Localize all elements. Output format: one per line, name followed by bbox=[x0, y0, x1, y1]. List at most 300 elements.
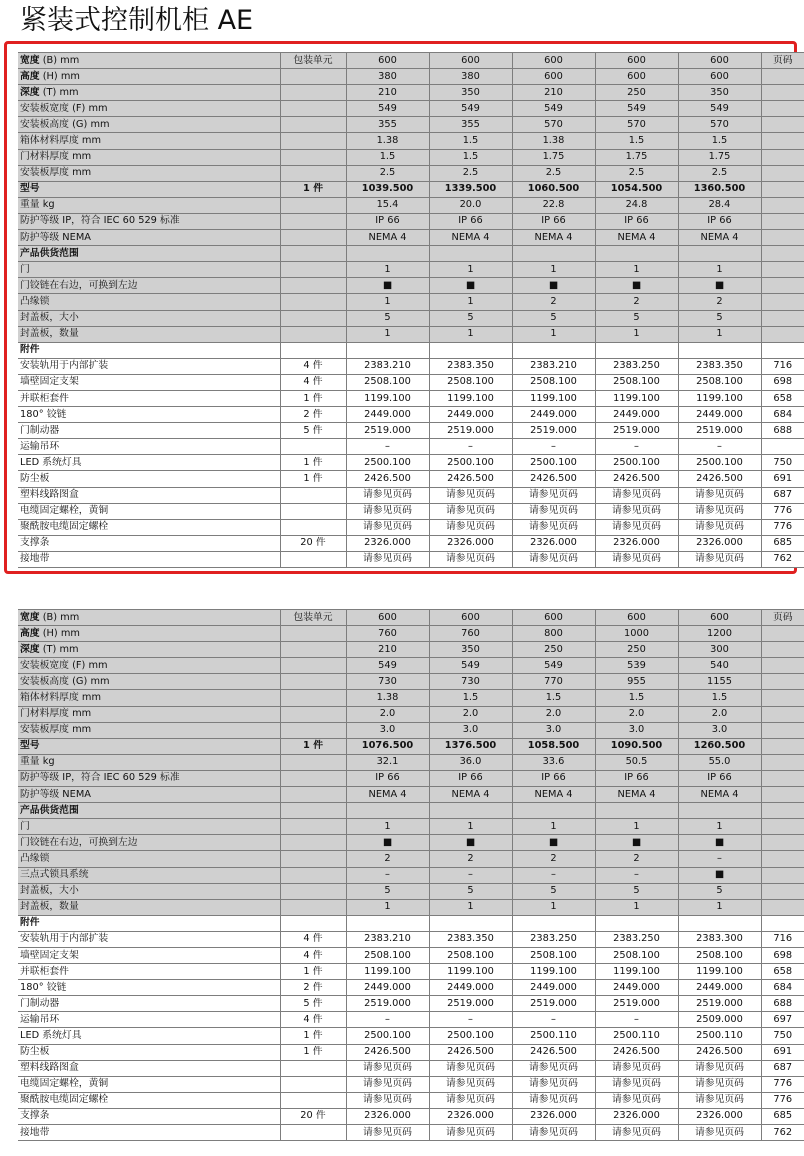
table-row bbox=[18, 610, 804, 626]
value-cell: 1199.100 bbox=[429, 964, 512, 980]
value-cell: 2508.100 bbox=[678, 374, 761, 390]
value-cell: 5 bbox=[595, 310, 678, 326]
page-ref bbox=[761, 310, 804, 326]
value-cell: ■ bbox=[678, 278, 761, 294]
table-row bbox=[18, 535, 804, 551]
table-row bbox=[18, 390, 804, 406]
value-cell: 请参见页码 bbox=[678, 1076, 761, 1092]
value-cell: 1.75 bbox=[678, 149, 761, 165]
value-cell: 1000 bbox=[595, 626, 678, 642]
row-label-text: 门铰链在右边，可换到左边 bbox=[20, 836, 138, 848]
page-ref: 页码 bbox=[761, 53, 804, 69]
row-label bbox=[18, 770, 280, 786]
value-cell: 600 bbox=[595, 53, 678, 69]
row-label-text: 安装板厚度 mm bbox=[20, 167, 92, 179]
value-cell: NEMA 4 bbox=[678, 230, 761, 246]
row-label bbox=[18, 674, 280, 690]
value-cell: 2500.100 bbox=[595, 455, 678, 471]
page-ref bbox=[761, 738, 804, 754]
value-cell: 1.5 bbox=[595, 133, 678, 149]
pack-unit bbox=[280, 342, 346, 358]
row-label bbox=[18, 658, 280, 674]
value-cell: 请参见页码 bbox=[429, 1092, 512, 1108]
row-label-bold: 深度 bbox=[20, 643, 40, 655]
value-cell: 28.4 bbox=[678, 197, 761, 213]
value-cell: 2383.250 bbox=[595, 931, 678, 947]
pack-unit bbox=[280, 787, 346, 803]
table-row bbox=[18, 358, 804, 374]
value-cell: 210 bbox=[346, 85, 429, 101]
value-cell: 请参见页码 bbox=[346, 487, 429, 503]
value-cell: 1.5 bbox=[429, 690, 512, 706]
row-label-text: LED 系统灯具 bbox=[20, 1029, 82, 1041]
value-cell: – bbox=[429, 439, 512, 455]
value-cell: 250 bbox=[595, 85, 678, 101]
value-cell: 请参见页码 bbox=[595, 519, 678, 535]
value-cell: 350 bbox=[678, 85, 761, 101]
row-label bbox=[18, 1108, 280, 1124]
value-cell: 2383.300 bbox=[678, 931, 761, 947]
page-ref: 684 bbox=[761, 407, 804, 423]
value-cell: 570 bbox=[678, 117, 761, 133]
value-cell: 1 bbox=[595, 899, 678, 915]
value-cell: ■ bbox=[429, 835, 512, 851]
value-cell: 2500.110 bbox=[595, 1028, 678, 1044]
value-cell: 730 bbox=[346, 674, 429, 690]
value-cell: 1260.500 bbox=[678, 738, 761, 754]
value-cell: 2 bbox=[678, 294, 761, 310]
value-cell: 请参见页码 bbox=[512, 503, 595, 519]
value-cell: 2 bbox=[512, 294, 595, 310]
table-row bbox=[18, 133, 804, 149]
value-cell: 2.5 bbox=[678, 165, 761, 181]
value-cell: 2383.250 bbox=[512, 931, 595, 947]
table-row bbox=[18, 294, 804, 310]
value-cell: 549 bbox=[429, 101, 512, 117]
row-label-text: 安装板宽度 (F) mm bbox=[20, 102, 108, 114]
page-ref bbox=[761, 642, 804, 658]
row-label bbox=[18, 1028, 280, 1044]
value-cell: 300 bbox=[678, 642, 761, 658]
page-ref: 762 bbox=[761, 551, 804, 567]
value-cell: 2519.000 bbox=[429, 996, 512, 1012]
row-label bbox=[18, 519, 280, 535]
table-row bbox=[18, 931, 804, 947]
page-ref bbox=[761, 181, 804, 197]
row-label bbox=[18, 551, 280, 567]
table-row bbox=[18, 1125, 804, 1141]
page-ref: 776 bbox=[761, 1076, 804, 1092]
value-cell: 请参见页码 bbox=[346, 1125, 429, 1141]
table-row bbox=[18, 722, 804, 738]
value-cell: 请参见页码 bbox=[512, 551, 595, 567]
row-label-text: 防护等级 NEMA bbox=[20, 788, 91, 800]
table-row bbox=[18, 439, 804, 455]
value-cell: 55.0 bbox=[678, 754, 761, 770]
page-ref: 688 bbox=[761, 423, 804, 439]
row-label bbox=[18, 690, 280, 706]
value-cell: 2500.100 bbox=[346, 455, 429, 471]
value-cell: 1.5 bbox=[512, 690, 595, 706]
value-cell: – bbox=[346, 1012, 429, 1028]
pack-unit: 4 件 bbox=[280, 931, 346, 947]
value-cell: NEMA 4 bbox=[678, 787, 761, 803]
row-label-text: 门制动器 bbox=[20, 997, 60, 1009]
value-cell: 1200 bbox=[678, 626, 761, 642]
table-row bbox=[18, 642, 804, 658]
value-cell: 549 bbox=[346, 658, 429, 674]
value-cell: 请参见页码 bbox=[512, 1076, 595, 1092]
value-cell: 2519.000 bbox=[429, 423, 512, 439]
page-ref: 698 bbox=[761, 947, 804, 963]
pack-unit bbox=[280, 642, 346, 658]
value-cell: 2449.000 bbox=[429, 407, 512, 423]
row-label-bold: 型号 bbox=[20, 740, 40, 752]
value-cell: 2508.100 bbox=[512, 947, 595, 963]
value-cell: 请参见页码 bbox=[429, 1076, 512, 1092]
value-cell: 1.5 bbox=[429, 149, 512, 165]
row-label bbox=[18, 53, 280, 69]
table-row bbox=[18, 69, 804, 85]
value-cell: 请参见页码 bbox=[678, 1092, 761, 1108]
row-label bbox=[18, 69, 280, 85]
value-cell: ■ bbox=[512, 835, 595, 851]
table-row bbox=[18, 1012, 804, 1028]
pack-unit: 4 件 bbox=[280, 947, 346, 963]
value-cell: 540 bbox=[678, 658, 761, 674]
value-cell: 2508.100 bbox=[678, 947, 761, 963]
page-ref bbox=[761, 658, 804, 674]
pack-unit bbox=[280, 883, 346, 899]
pack-unit: 4 件 bbox=[280, 358, 346, 374]
value-cell: 760 bbox=[429, 626, 512, 642]
value-cell: 1 bbox=[595, 262, 678, 278]
spec-table-small bbox=[18, 52, 804, 568]
value-cell: ■ bbox=[346, 278, 429, 294]
row-label-text: 封盖板，大小 bbox=[20, 885, 79, 897]
row-label bbox=[18, 1092, 280, 1108]
value-cell: 250 bbox=[595, 642, 678, 658]
row-label-text: 聚酰胺电缆固定螺栓 bbox=[20, 521, 109, 533]
value-cell: 2449.000 bbox=[595, 980, 678, 996]
value-cell: NEMA 4 bbox=[512, 787, 595, 803]
page-ref: 750 bbox=[761, 455, 804, 471]
value-cell: 2383.350 bbox=[429, 931, 512, 947]
page-ref bbox=[761, 69, 804, 85]
page-ref bbox=[761, 101, 804, 117]
value-cell: 1.38 bbox=[346, 133, 429, 149]
row-label-text: 门铰链在右边，可换到左边 bbox=[20, 279, 138, 291]
row-label bbox=[18, 754, 280, 770]
page-ref bbox=[761, 722, 804, 738]
page-ref bbox=[761, 230, 804, 246]
value-cell: 2449.000 bbox=[346, 407, 429, 423]
row-label-text: (T) mm bbox=[39, 643, 79, 655]
value-cell: 2426.500 bbox=[595, 1044, 678, 1060]
value-cell: 请参见页码 bbox=[512, 1092, 595, 1108]
value-cell: 1 bbox=[512, 262, 595, 278]
row-label bbox=[18, 197, 280, 213]
value-cell: 请参见页码 bbox=[429, 503, 512, 519]
row-label bbox=[18, 706, 280, 722]
pack-unit bbox=[280, 1125, 346, 1141]
value-cell bbox=[678, 915, 761, 931]
value-cell bbox=[512, 246, 595, 262]
value-cell: 1199.100 bbox=[678, 964, 761, 980]
row-label-text: 运输吊环 bbox=[20, 1013, 60, 1025]
value-cell: 2449.000 bbox=[429, 980, 512, 996]
value-cell: NEMA 4 bbox=[595, 230, 678, 246]
value-cell: 2326.000 bbox=[429, 535, 512, 551]
pack-unit bbox=[280, 133, 346, 149]
value-cell: NEMA 4 bbox=[595, 787, 678, 803]
value-cell: 600 bbox=[512, 610, 595, 626]
value-cell: IP 66 bbox=[346, 213, 429, 229]
value-cell bbox=[346, 803, 429, 819]
page-ref: 688 bbox=[761, 996, 804, 1012]
page-ref: 658 bbox=[761, 390, 804, 406]
value-cell: 1199.100 bbox=[595, 964, 678, 980]
row-label bbox=[18, 390, 280, 406]
value-cell: 1.5 bbox=[429, 133, 512, 149]
value-cell: 2426.500 bbox=[512, 1044, 595, 1060]
row-label-text: 防护等级 IP，符合 IEC 60 529 标准 bbox=[20, 215, 180, 227]
row-label bbox=[18, 246, 280, 262]
table-row bbox=[18, 658, 804, 674]
value-cell: 1 bbox=[429, 899, 512, 915]
pack-unit: 2 件 bbox=[280, 407, 346, 423]
value-cell: IP 66 bbox=[429, 770, 512, 786]
page-ref: 776 bbox=[761, 1092, 804, 1108]
row-label bbox=[18, 1012, 280, 1028]
value-cell: – bbox=[595, 867, 678, 883]
page-ref bbox=[761, 246, 804, 262]
value-cell: 1 bbox=[512, 899, 595, 915]
pack-unit: 1 件 bbox=[280, 1044, 346, 1060]
value-cell: 2508.100 bbox=[595, 374, 678, 390]
table-row bbox=[18, 165, 804, 181]
value-cell: 请参见页码 bbox=[595, 551, 678, 567]
pack-unit bbox=[280, 117, 346, 133]
row-label bbox=[18, 439, 280, 455]
table-row bbox=[18, 326, 804, 342]
row-label bbox=[18, 455, 280, 471]
pack-unit bbox=[280, 439, 346, 455]
table-row bbox=[18, 1028, 804, 1044]
row-label-text: LED 系统灯具 bbox=[20, 456, 82, 468]
value-cell: 355 bbox=[429, 117, 512, 133]
row-label-text: 支撑条 bbox=[20, 537, 50, 549]
value-cell: 1 bbox=[429, 326, 512, 342]
value-cell: 250 bbox=[512, 642, 595, 658]
pack-unit bbox=[280, 310, 346, 326]
value-cell: 2500.100 bbox=[429, 1028, 512, 1044]
row-label bbox=[18, 964, 280, 980]
value-cell: 2383.250 bbox=[595, 358, 678, 374]
value-cell: 1 bbox=[678, 899, 761, 915]
pack-unit bbox=[280, 674, 346, 690]
row-label bbox=[18, 165, 280, 181]
value-cell bbox=[346, 246, 429, 262]
table-row bbox=[18, 455, 804, 471]
pack-unit: 1 件 bbox=[280, 390, 346, 406]
table-row bbox=[18, 246, 804, 262]
row-label bbox=[18, 262, 280, 278]
value-cell: 2326.000 bbox=[678, 535, 761, 551]
value-cell: ■ bbox=[346, 835, 429, 851]
pack-unit: 1 件 bbox=[280, 964, 346, 980]
value-cell: 1155 bbox=[678, 674, 761, 690]
value-cell: 请参见页码 bbox=[595, 1076, 678, 1092]
value-cell: 请参见页码 bbox=[595, 503, 678, 519]
value-cell: 1.5 bbox=[678, 690, 761, 706]
value-cell: 549 bbox=[595, 101, 678, 117]
row-label-text: 安装轨用于内部扩装 bbox=[20, 360, 109, 372]
page-ref bbox=[761, 85, 804, 101]
value-cell: 36.0 bbox=[429, 754, 512, 770]
pack-unit: 4 件 bbox=[280, 1012, 346, 1028]
value-cell: 600 bbox=[678, 69, 761, 85]
row-label-text: 封盖板，数量 bbox=[20, 328, 79, 340]
value-cell: 570 bbox=[595, 117, 678, 133]
page-ref: 698 bbox=[761, 374, 804, 390]
value-cell: 请参见页码 bbox=[678, 519, 761, 535]
pack-unit bbox=[280, 69, 346, 85]
value-cell: ■ bbox=[595, 835, 678, 851]
value-cell: 2519.000 bbox=[678, 423, 761, 439]
row-label bbox=[18, 787, 280, 803]
table-row bbox=[18, 996, 804, 1012]
value-cell bbox=[346, 915, 429, 931]
page-ref: 750 bbox=[761, 1028, 804, 1044]
value-cell: 33.6 bbox=[512, 754, 595, 770]
value-cell: 600 bbox=[512, 69, 595, 85]
value-cell: 2326.000 bbox=[512, 1108, 595, 1124]
value-cell bbox=[678, 803, 761, 819]
pack-unit: 1 件 bbox=[280, 471, 346, 487]
page-ref bbox=[761, 213, 804, 229]
table-row bbox=[18, 883, 804, 899]
value-cell: 350 bbox=[429, 85, 512, 101]
value-cell: 1 bbox=[595, 819, 678, 835]
value-cell: 1 bbox=[346, 294, 429, 310]
value-cell: 2426.500 bbox=[429, 1044, 512, 1060]
value-cell: 600 bbox=[346, 610, 429, 626]
row-label bbox=[18, 867, 280, 883]
value-cell: 2426.500 bbox=[595, 471, 678, 487]
row-label-text: 墙壁固定支架 bbox=[20, 949, 79, 961]
value-cell: 1199.100 bbox=[512, 390, 595, 406]
value-cell: 380 bbox=[429, 69, 512, 85]
table-row bbox=[18, 754, 804, 770]
value-cell: 600 bbox=[678, 610, 761, 626]
page-ref bbox=[761, 278, 804, 294]
value-cell: – bbox=[346, 439, 429, 455]
page-ref: 762 bbox=[761, 1125, 804, 1141]
value-cell: 1.75 bbox=[595, 149, 678, 165]
value-cell: 2449.000 bbox=[512, 407, 595, 423]
row-label-text: (B) mm bbox=[39, 54, 80, 66]
page-ref bbox=[761, 674, 804, 690]
value-cell: 2.0 bbox=[346, 706, 429, 722]
pack-unit: 4 件 bbox=[280, 374, 346, 390]
value-cell: 1339.500 bbox=[429, 181, 512, 197]
row-label-text: (H) mm bbox=[39, 70, 80, 82]
value-cell: 2.0 bbox=[595, 706, 678, 722]
value-cell: 210 bbox=[346, 642, 429, 658]
value-cell: 2.5 bbox=[429, 165, 512, 181]
row-label-text: 防护等级 IP，符合 IEC 60 529 标准 bbox=[20, 772, 180, 784]
pack-unit bbox=[280, 1092, 346, 1108]
value-cell: 1 bbox=[512, 326, 595, 342]
row-label bbox=[18, 310, 280, 326]
value-cell: 2519.000 bbox=[346, 423, 429, 439]
value-cell: 1.75 bbox=[512, 149, 595, 165]
value-cell: 2383.350 bbox=[678, 358, 761, 374]
row-label-text: 箱体材料厚度 mm bbox=[20, 692, 101, 704]
value-cell: 2326.000 bbox=[678, 1108, 761, 1124]
value-cell: 2449.000 bbox=[595, 407, 678, 423]
value-cell: 请参见页码 bbox=[429, 551, 512, 567]
pack-unit bbox=[280, 278, 346, 294]
table-row bbox=[18, 503, 804, 519]
value-cell: 2326.000 bbox=[595, 535, 678, 551]
pack-unit bbox=[280, 819, 346, 835]
value-cell: 2426.500 bbox=[346, 471, 429, 487]
value-cell: 2508.100 bbox=[429, 374, 512, 390]
value-cell: 2508.100 bbox=[346, 947, 429, 963]
value-cell: 请参见页码 bbox=[346, 1092, 429, 1108]
table-row bbox=[18, 262, 804, 278]
value-cell: 955 bbox=[595, 674, 678, 690]
value-cell: 2519.000 bbox=[346, 996, 429, 1012]
value-cell: 2500.100 bbox=[512, 455, 595, 471]
value-cell: – bbox=[512, 439, 595, 455]
pack-unit bbox=[280, 197, 346, 213]
row-label-text: 180° 铰链 bbox=[20, 408, 67, 420]
row-label-text: 塑料线路图盒 bbox=[20, 1062, 79, 1074]
table-row bbox=[18, 899, 804, 915]
value-cell: 1.5 bbox=[678, 133, 761, 149]
value-cell: 2519.000 bbox=[595, 996, 678, 1012]
table-row bbox=[18, 423, 804, 439]
value-cell: 1 bbox=[678, 819, 761, 835]
pack-unit bbox=[280, 899, 346, 915]
page-ref: 697 bbox=[761, 1012, 804, 1028]
page-ref: 685 bbox=[761, 535, 804, 551]
value-cell: 1199.100 bbox=[346, 390, 429, 406]
row-label bbox=[18, 1060, 280, 1076]
row-label bbox=[18, 149, 280, 165]
value-cell: 请参见页码 bbox=[512, 519, 595, 535]
page-ref bbox=[761, 149, 804, 165]
page-ref: 716 bbox=[761, 358, 804, 374]
value-cell: 5 bbox=[512, 310, 595, 326]
table-row bbox=[18, 310, 804, 326]
row-label bbox=[18, 883, 280, 899]
page-ref bbox=[761, 439, 804, 455]
row-label bbox=[18, 230, 280, 246]
value-cell: 1039.500 bbox=[346, 181, 429, 197]
page-ref bbox=[761, 326, 804, 342]
value-cell: ■ bbox=[678, 835, 761, 851]
table-row bbox=[18, 819, 804, 835]
pack-unit bbox=[280, 706, 346, 722]
value-cell: 2449.000 bbox=[678, 407, 761, 423]
table-row bbox=[18, 551, 804, 567]
value-cell: 2383.210 bbox=[346, 931, 429, 947]
row-label-text: 并联柜套件 bbox=[20, 965, 69, 977]
